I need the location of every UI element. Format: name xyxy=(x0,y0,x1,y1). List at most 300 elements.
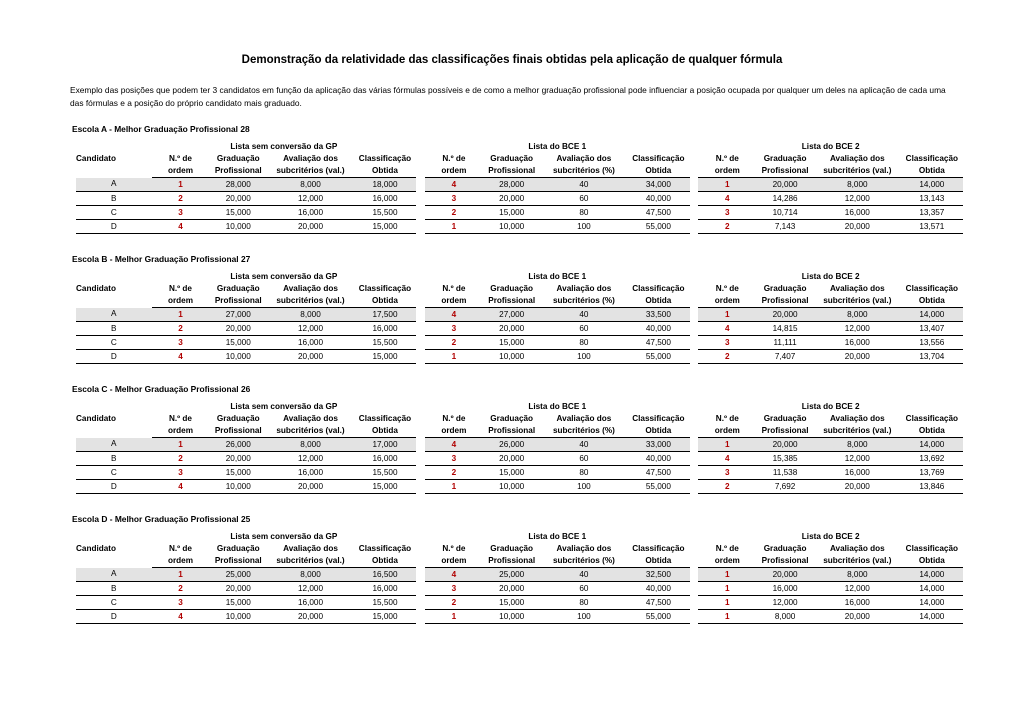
column-header: Profissional xyxy=(756,425,814,438)
value-cell: 25,000 xyxy=(209,568,267,582)
value-cell: 47,500 xyxy=(627,596,689,610)
group-header-1: Lista sem conversão da GP xyxy=(230,272,338,281)
column-header: Classificação xyxy=(632,414,685,423)
value-cell: 15,000 xyxy=(354,220,416,234)
table-row xyxy=(76,582,963,596)
candidato-header: Candidato xyxy=(76,544,117,553)
value-cell: 15,385 xyxy=(756,452,814,466)
column-header: N.º de xyxy=(442,544,466,553)
section-title: Escola A - Melhor Graduação Profissional 28 xyxy=(72,124,250,134)
column-header: Obtida xyxy=(627,425,689,438)
rank-cell: 1 xyxy=(152,308,210,322)
value-cell: 20,000 xyxy=(483,582,541,596)
candidate-cell: B xyxy=(76,452,152,466)
rank-cell: 3 xyxy=(698,466,756,480)
rank-cell: 3 xyxy=(425,452,483,466)
rank-cell: 2 xyxy=(425,206,483,220)
value-cell: 13,692 xyxy=(901,452,963,466)
value-cell: 40 xyxy=(541,308,628,322)
group-header-1: Lista sem conversão da GP xyxy=(230,402,338,411)
rank-cell: 1 xyxy=(698,568,756,582)
value-cell: 10,000 xyxy=(209,610,267,624)
candidate-cell: A xyxy=(76,178,152,192)
column-header: Profissional xyxy=(209,555,267,568)
column-header: Profissional xyxy=(756,165,814,178)
candidate-cell: D xyxy=(76,220,152,234)
table-row xyxy=(76,466,963,480)
value-cell: 47,500 xyxy=(627,466,689,480)
column-header: Classificação xyxy=(358,414,412,423)
group-header-2: Lista do BCE 1 xyxy=(528,532,587,541)
value-cell: 40 xyxy=(541,568,628,582)
value-cell: 15,000 xyxy=(354,480,416,494)
column-header: N.º de xyxy=(442,154,466,163)
column-header: Classificação xyxy=(905,154,958,163)
rank-cell: 3 xyxy=(152,466,210,480)
value-cell: 47,500 xyxy=(627,206,689,220)
value-cell: 13,407 xyxy=(901,322,963,336)
value-cell: 8,000 xyxy=(756,610,814,624)
column-header: Classificação xyxy=(358,544,412,553)
column-header: subcritérios (%) xyxy=(541,555,628,568)
rank-cell: 1 xyxy=(698,610,756,624)
column-header: Graduação xyxy=(490,414,534,423)
results-table xyxy=(76,140,963,234)
column-header: Profissional xyxy=(483,295,541,308)
rank-cell: 3 xyxy=(425,192,483,206)
value-cell: 40,000 xyxy=(627,192,689,206)
value-cell: 14,815 xyxy=(756,322,814,336)
value-cell: 14,000 xyxy=(901,568,963,582)
column-header: Profissional xyxy=(483,165,541,178)
table-row xyxy=(76,480,963,494)
value-cell: 40,000 xyxy=(627,322,689,336)
table-row xyxy=(76,596,963,610)
value-cell: 16,000 xyxy=(814,466,901,480)
column-header: subcritérios (%) xyxy=(541,295,628,308)
column-header: Classificação xyxy=(358,154,412,163)
column-header: Avaliação dos xyxy=(283,414,338,423)
rank-cell: 4 xyxy=(152,350,210,364)
group-header-3: Lista do BCE 2 xyxy=(801,402,860,411)
value-cell: 12,000 xyxy=(267,322,354,336)
value-cell: 28,000 xyxy=(483,178,541,192)
column-header: Avaliação dos xyxy=(556,414,612,423)
candidate-cell: C xyxy=(76,596,152,610)
value-cell: 8,000 xyxy=(814,308,901,322)
value-cell: 11,111 xyxy=(756,336,814,350)
value-cell: 32,500 xyxy=(627,568,689,582)
value-cell: 10,000 xyxy=(483,350,541,364)
value-cell: 15,500 xyxy=(354,466,416,480)
value-cell: 20,000 xyxy=(814,610,901,624)
value-cell: 16,000 xyxy=(354,582,416,596)
rank-cell: 4 xyxy=(698,322,756,336)
value-cell: 10,000 xyxy=(483,480,541,494)
candidate-cell: C xyxy=(76,336,152,350)
rank-cell: 1 xyxy=(698,308,756,322)
column-header: Classificação xyxy=(632,154,685,163)
value-cell: 33,500 xyxy=(627,308,689,322)
value-cell: 15,000 xyxy=(209,466,267,480)
rank-cell: 3 xyxy=(152,206,210,220)
value-cell: 10,000 xyxy=(483,220,541,234)
value-cell: 8,000 xyxy=(814,178,901,192)
value-cell: 25,000 xyxy=(483,568,541,582)
table-row xyxy=(76,568,963,582)
rank-cell: 2 xyxy=(425,596,483,610)
value-cell: 60 xyxy=(541,322,628,336)
value-cell: 80 xyxy=(541,336,628,350)
value-cell: 80 xyxy=(541,206,628,220)
column-header: Obtida xyxy=(354,165,416,178)
value-cell: 8,000 xyxy=(267,178,354,192)
value-cell: 15,000 xyxy=(483,596,541,610)
column-header: Obtida xyxy=(901,425,963,438)
column-header: Avaliação dos xyxy=(283,284,338,293)
value-cell: 13,704 xyxy=(901,350,963,364)
group-header-3: Lista do BCE 2 xyxy=(801,272,860,281)
column-header: ordem xyxy=(152,165,210,178)
column-header: Classificação xyxy=(358,284,412,293)
rank-cell: 2 xyxy=(698,480,756,494)
column-header: Avaliação dos xyxy=(829,544,885,553)
column-header: N.º de xyxy=(715,414,739,423)
column-header: Avaliação dos xyxy=(829,284,885,293)
value-cell: 16,000 xyxy=(756,582,814,596)
value-cell: 20,000 xyxy=(267,350,354,364)
value-cell: 17,000 xyxy=(354,438,416,452)
value-cell: 10,000 xyxy=(209,480,267,494)
column-header: Profissional xyxy=(209,165,267,178)
value-cell: 100 xyxy=(541,480,628,494)
value-cell: 10,000 xyxy=(209,350,267,364)
column-header: ordem xyxy=(425,295,483,308)
value-cell: 15,500 xyxy=(354,336,416,350)
group-header-1: Lista sem conversão da GP xyxy=(230,142,338,151)
rank-cell: 1 xyxy=(698,438,756,452)
column-header: Graduação xyxy=(763,414,807,423)
value-cell: 26,000 xyxy=(209,438,267,452)
column-header: N.º de xyxy=(715,154,739,163)
value-cell: 7,143 xyxy=(756,220,814,234)
value-cell: 20,000 xyxy=(209,322,267,336)
column-header: subcritérios (val.) xyxy=(814,555,901,568)
value-cell: 16,000 xyxy=(354,322,416,336)
rank-cell: 4 xyxy=(698,452,756,466)
candidate-cell: A xyxy=(76,308,152,322)
value-cell: 12,000 xyxy=(814,322,901,336)
rank-cell: 2 xyxy=(698,350,756,364)
candidate-cell: A xyxy=(76,438,152,452)
value-cell: 15,000 xyxy=(354,350,416,364)
value-cell: 13,769 xyxy=(901,466,963,480)
rank-cell: 1 xyxy=(698,582,756,596)
column-header: Profissional xyxy=(756,555,814,568)
rank-cell: 4 xyxy=(152,480,210,494)
column-header: subcritérios (%) xyxy=(541,165,628,178)
column-header: Graduação xyxy=(216,284,260,293)
column-header: N.º de xyxy=(168,284,192,293)
column-header: subcritérios (val.) xyxy=(267,165,354,178)
value-cell: 55,000 xyxy=(627,350,689,364)
column-header: Obtida xyxy=(901,295,963,308)
column-header: ordem xyxy=(425,425,483,438)
value-cell: 14,000 xyxy=(901,582,963,596)
rank-cell: 4 xyxy=(425,178,483,192)
rank-cell: 1 xyxy=(698,596,756,610)
value-cell: 16,500 xyxy=(354,568,416,582)
page-title: Demonstração da relatividade das classificações finais obtidas pela aplicação de qualquer fórmula xyxy=(241,54,783,66)
value-cell: 10,000 xyxy=(483,610,541,624)
value-cell: 12,000 xyxy=(267,192,354,206)
candidate-cell: C xyxy=(76,466,152,480)
candidate-cell: B xyxy=(76,322,152,336)
value-cell: 7,407 xyxy=(756,350,814,364)
column-header: ordem xyxy=(152,555,210,568)
value-cell: 33,000 xyxy=(627,438,689,452)
value-cell: 55,000 xyxy=(627,610,689,624)
column-header: ordem xyxy=(698,165,756,178)
rank-cell: 1 xyxy=(425,480,483,494)
value-cell: 100 xyxy=(541,350,628,364)
column-header: Avaliação dos xyxy=(556,544,612,553)
results-table xyxy=(76,400,963,494)
rank-cell: 4 xyxy=(425,438,483,452)
column-header: Profissional xyxy=(209,295,267,308)
value-cell: 40,000 xyxy=(627,452,689,466)
value-cell: 40 xyxy=(541,438,628,452)
value-cell: 14,286 xyxy=(756,192,814,206)
column-header: Avaliação dos xyxy=(283,154,338,163)
column-header: Graduação xyxy=(490,284,534,293)
value-cell: 20,000 xyxy=(209,452,267,466)
column-header: Avaliação dos xyxy=(556,154,612,163)
results-table xyxy=(76,530,963,624)
intro-paragraph: Exemplo das posições que podem ter 3 candidatos em função da aplicação das várias fórmulas possíveis e de como a melhor graduação profissional pode influenciar a posição ocupada por qualquer um deles na aplicação de cada uma das fórmulas e a posição do próprio candidato mais graduado. xyxy=(70,85,946,108)
value-cell: 10,000 xyxy=(209,220,267,234)
value-cell: 27,000 xyxy=(483,308,541,322)
value-cell: 20,000 xyxy=(756,438,814,452)
value-cell: 20,000 xyxy=(267,220,354,234)
value-cell: 15,000 xyxy=(209,596,267,610)
table-row xyxy=(76,178,963,192)
rank-cell: 3 xyxy=(698,206,756,220)
column-header: Graduação xyxy=(490,544,534,553)
column-header: N.º de xyxy=(168,544,192,553)
table-row xyxy=(76,610,963,624)
value-cell: 14,000 xyxy=(901,610,963,624)
column-header: Graduação xyxy=(763,544,807,553)
group-header-1: Lista sem conversão da GP xyxy=(230,532,338,541)
value-cell: 13,846 xyxy=(901,480,963,494)
column-header: Profissional xyxy=(209,425,267,438)
column-header: Avaliação dos xyxy=(556,284,612,293)
value-cell: 12,000 xyxy=(756,596,814,610)
column-header: Graduação xyxy=(216,414,260,423)
value-cell: 100 xyxy=(541,610,628,624)
column-header: ordem xyxy=(152,425,210,438)
column-header: Classificação xyxy=(632,544,685,553)
value-cell: 20,000 xyxy=(483,322,541,336)
column-header: Classificação xyxy=(632,284,685,293)
candidate-cell: D xyxy=(76,610,152,624)
value-cell: 60 xyxy=(541,582,628,596)
value-cell: 27,000 xyxy=(209,308,267,322)
section-title: Escola D - Melhor Graduação Profissional 25 xyxy=(72,514,251,524)
column-header: subcritérios (val.) xyxy=(267,555,354,568)
value-cell: 15,500 xyxy=(354,206,416,220)
column-header: Obtida xyxy=(901,555,963,568)
value-cell: 15,000 xyxy=(483,336,541,350)
table-row xyxy=(76,308,963,322)
candidate-cell: A xyxy=(76,568,152,582)
value-cell: 100 xyxy=(541,220,628,234)
table-row xyxy=(76,452,963,466)
column-header: Classificação xyxy=(905,284,958,293)
value-cell: 20,000 xyxy=(814,220,901,234)
value-cell: 13,357 xyxy=(901,206,963,220)
group-header-2: Lista do BCE 1 xyxy=(528,142,587,151)
value-cell: 15,500 xyxy=(354,596,416,610)
value-cell: 16,000 xyxy=(354,452,416,466)
table-row xyxy=(76,336,963,350)
value-cell: 13,143 xyxy=(901,192,963,206)
value-cell: 8,000 xyxy=(814,438,901,452)
column-header: Obtida xyxy=(627,555,689,568)
value-cell: 55,000 xyxy=(627,220,689,234)
value-cell: 20,000 xyxy=(756,308,814,322)
group-header-3: Lista do BCE 2 xyxy=(801,142,860,151)
value-cell: 28,000 xyxy=(209,178,267,192)
value-cell: 8,000 xyxy=(814,568,901,582)
rank-cell: 4 xyxy=(425,568,483,582)
value-cell: 12,000 xyxy=(267,582,354,596)
column-header: Profissional xyxy=(483,555,541,568)
column-header: N.º de xyxy=(168,414,192,423)
value-cell: 14,000 xyxy=(901,308,963,322)
column-header: Obtida xyxy=(354,555,416,568)
rank-cell: 2 xyxy=(152,582,210,596)
column-header: Obtida xyxy=(354,425,416,438)
value-cell: 13,571 xyxy=(901,220,963,234)
value-cell: 60 xyxy=(541,452,628,466)
rank-cell: 2 xyxy=(698,220,756,234)
rank-cell: 2 xyxy=(152,192,210,206)
column-header: N.º de xyxy=(715,284,739,293)
value-cell: 20,000 xyxy=(267,480,354,494)
value-cell: 20,000 xyxy=(483,452,541,466)
rank-cell: 4 xyxy=(152,610,210,624)
rank-cell: 1 xyxy=(698,178,756,192)
table-row xyxy=(76,206,963,220)
column-header: Graduação xyxy=(216,544,260,553)
column-header: Obtida xyxy=(901,165,963,178)
value-cell: 16,000 xyxy=(267,466,354,480)
rank-cell: 4 xyxy=(425,308,483,322)
column-header: ordem xyxy=(425,165,483,178)
column-header: Graduação xyxy=(763,284,807,293)
value-cell: 11,538 xyxy=(756,466,814,480)
value-cell: 7,692 xyxy=(756,480,814,494)
column-header: ordem xyxy=(698,555,756,568)
table-row xyxy=(76,322,963,336)
value-cell: 20,000 xyxy=(814,350,901,364)
column-header: subcritérios (%) xyxy=(541,425,628,438)
rank-cell: 2 xyxy=(152,322,210,336)
rank-cell: 1 xyxy=(152,438,210,452)
column-header: Avaliação dos xyxy=(829,414,885,423)
value-cell: 17,500 xyxy=(354,308,416,322)
value-cell: 20,000 xyxy=(483,192,541,206)
column-header: Obtida xyxy=(627,295,689,308)
value-cell: 15,000 xyxy=(209,206,267,220)
candidate-cell: B xyxy=(76,192,152,206)
column-header: N.º de xyxy=(168,154,192,163)
column-header: subcritérios (val.) xyxy=(814,295,901,308)
column-header: N.º de xyxy=(442,414,466,423)
column-header: subcritérios (val.) xyxy=(814,425,901,438)
column-header: Profissional xyxy=(483,425,541,438)
value-cell: 15,000 xyxy=(209,336,267,350)
section-title: Escola B - Melhor Graduação Profissional 27 xyxy=(72,254,251,264)
value-cell: 16,000 xyxy=(267,596,354,610)
rank-cell: 2 xyxy=(425,336,483,350)
table-row xyxy=(76,438,963,452)
table-row xyxy=(76,350,963,364)
value-cell: 47,500 xyxy=(627,336,689,350)
rank-cell: 3 xyxy=(152,336,210,350)
value-cell: 20,000 xyxy=(756,568,814,582)
column-header: Graduação xyxy=(763,154,807,163)
column-header: subcritérios (val.) xyxy=(267,425,354,438)
column-header: Classificação xyxy=(905,544,958,553)
column-header: subcritérios (val.) xyxy=(814,165,901,178)
value-cell: 15,000 xyxy=(354,610,416,624)
column-header: N.º de xyxy=(715,544,739,553)
value-cell: 16,000 xyxy=(814,206,901,220)
value-cell: 10,714 xyxy=(756,206,814,220)
value-cell: 55,000 xyxy=(627,480,689,494)
candidate-cell: D xyxy=(76,480,152,494)
rank-cell: 3 xyxy=(152,596,210,610)
value-cell: 16,000 xyxy=(814,336,901,350)
value-cell: 12,000 xyxy=(814,582,901,596)
rank-cell: 3 xyxy=(425,322,483,336)
value-cell: 20,000 xyxy=(209,192,267,206)
value-cell: 16,000 xyxy=(814,596,901,610)
value-cell: 14,000 xyxy=(901,178,963,192)
column-header: ordem xyxy=(698,295,756,308)
value-cell: 60 xyxy=(541,192,628,206)
value-cell: 14,000 xyxy=(901,596,963,610)
rank-cell: 1 xyxy=(425,220,483,234)
rank-cell: 1 xyxy=(425,350,483,364)
value-cell: 14,000 xyxy=(901,438,963,452)
column-header: Obtida xyxy=(354,295,416,308)
column-header: ordem xyxy=(152,295,210,308)
value-cell: 40,000 xyxy=(627,582,689,596)
value-cell: 40 xyxy=(541,178,628,192)
rank-cell: 1 xyxy=(425,610,483,624)
value-cell: 15,000 xyxy=(483,206,541,220)
rank-cell: 3 xyxy=(698,336,756,350)
value-cell: 80 xyxy=(541,596,628,610)
value-cell: 20,000 xyxy=(209,582,267,596)
table-row xyxy=(76,220,963,234)
column-header: Profissional xyxy=(756,295,814,308)
value-cell: 8,000 xyxy=(267,438,354,452)
